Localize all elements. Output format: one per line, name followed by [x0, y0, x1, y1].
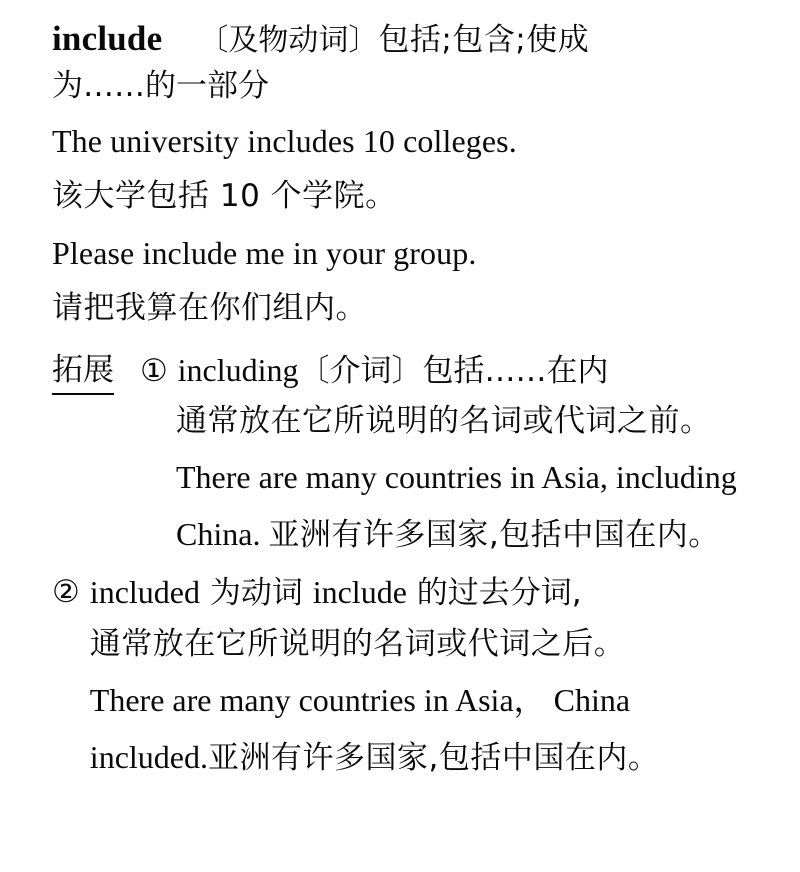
- expansion-item-1-example-chinese: 亚洲有许多国家,包括中国在内。: [268, 517, 720, 554]
- expansion-item-2-word: included: [89, 574, 200, 611]
- example-2-chinese: 请把我算在你们组内。: [52, 290, 367, 327]
- expansion-item-1-example-line-2: [176, 511, 754, 558]
- expansion-item-2-base-word: include: [312, 574, 407, 611]
- definition-line-2: 为……的一部分: [52, 67, 269, 104]
- expansion-item-2-example-line-2: [90, 734, 754, 781]
- expansion-item-1-heading: [140, 348, 754, 393]
- expansion-item-1-marker: ①: [140, 352, 168, 389]
- expansion-item-2-body: [90, 570, 754, 781]
- expansion-section: [52, 348, 754, 781]
- expansion-item-1-gloss: 包括……在内: [422, 352, 609, 389]
- entry-headline: [52, 14, 754, 64]
- definition-line-1: 包括;包含;使成: [378, 22, 590, 58]
- example-1-english: The university includes 10 colleges.: [52, 122, 517, 159]
- expansion-item-2-heading: [90, 570, 754, 615]
- expansion-item-1-example-tail: China.: [176, 516, 261, 553]
- expansion-item-1-pos: 〔介词〕: [298, 352, 423, 389]
- expansion-item-1-example-line-1: There are many countries in Asia, including: [176, 459, 737, 496]
- expansion-item-2-example-chinese: 亚洲有许多国家,包括中国在内。: [207, 739, 660, 776]
- expansion-item-2-marker: ②: [52, 574, 80, 611]
- example-1-chinese: 该大学包括 10 个学院。: [52, 178, 397, 215]
- expansion-item-2-gloss-1: 为动词: [209, 575, 303, 612]
- expansion-item-2-gloss-2: 的过去分词,: [416, 575, 582, 612]
- expansion-item-1-note: 通常放在它所说明的名词或代词之前。: [176, 403, 712, 440]
- example-2-english: Please include me in your group.: [52, 234, 477, 271]
- expansion-item-2: [52, 570, 754, 781]
- expansion-item-2-example-tail: included.: [89, 738, 208, 775]
- expansion-item-2-example-line-1: There are many countries in Asia， China: [89, 681, 631, 718]
- expansion-item-1: [52, 348, 754, 559]
- expansion-item-2-note: 通常放在它所说明的名词或代词之后。: [89, 625, 626, 662]
- part-of-speech: 〔及物动词〕: [198, 23, 379, 58]
- expansion-item-1-word: including: [177, 351, 299, 388]
- headword: include: [52, 19, 163, 58]
- expansion-item-1-body: [140, 348, 754, 559]
- expansion-label: 拓展: [52, 348, 114, 395]
